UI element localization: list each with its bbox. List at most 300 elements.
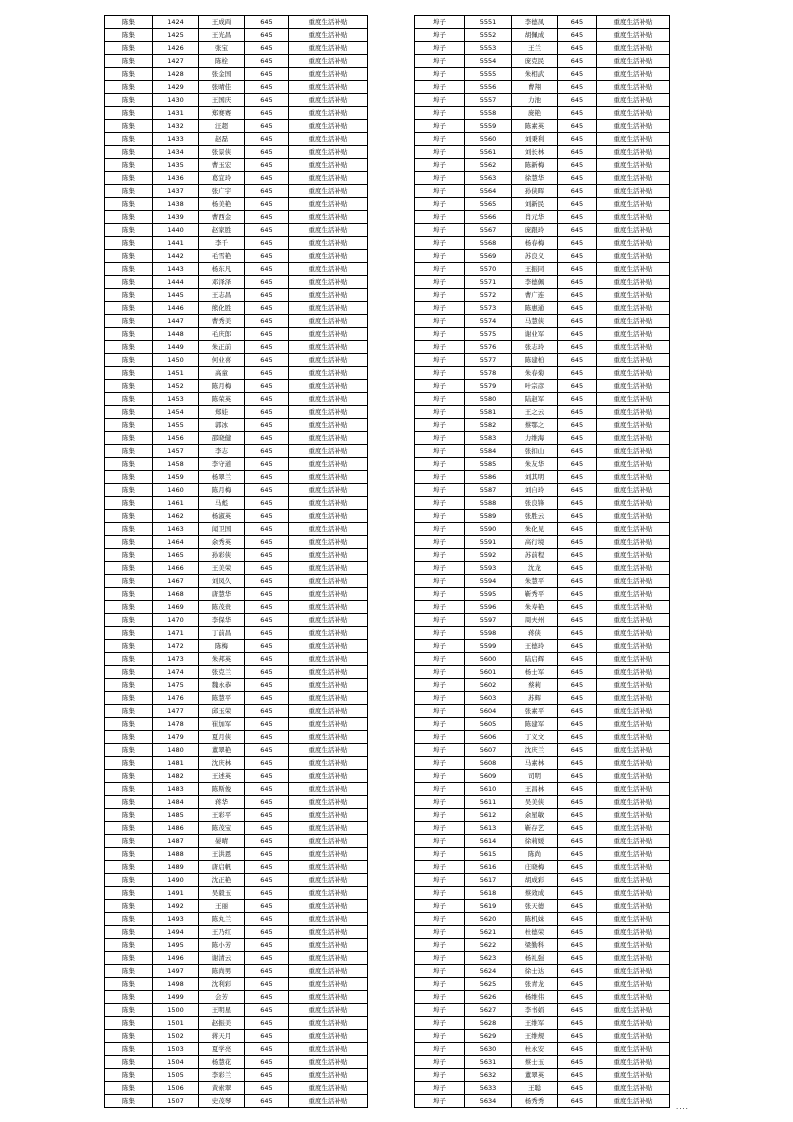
- village-cell: 埠子: [415, 198, 465, 211]
- table-row: [415, 68, 670, 81]
- village-cell: 埠子: [415, 302, 465, 315]
- table-row: [415, 29, 670, 42]
- village-cell: 埠子: [415, 536, 465, 549]
- serial-cell: 5614: [465, 835, 512, 848]
- table-row: [415, 133, 670, 146]
- table-row: [415, 1095, 670, 1108]
- name-cell: 朱正前: [199, 341, 245, 354]
- amount-cell: 645: [245, 224, 289, 237]
- category-cell: 重度生活补贴: [289, 81, 368, 94]
- serial-cell: 1479: [153, 731, 199, 744]
- serial-cell: 1445: [153, 289, 199, 302]
- category-cell: 重度生活补贴: [289, 900, 368, 913]
- name-cell: 陈惠通: [512, 302, 558, 315]
- village-cell: 陈集: [105, 1017, 153, 1030]
- table-row: [105, 965, 368, 978]
- amount-cell: 645: [558, 250, 597, 263]
- serial-cell: 1448: [153, 328, 199, 341]
- roster-body-right: [415, 16, 670, 1108]
- category-cell: 重度生活补贴: [597, 29, 670, 42]
- amount-cell: 645: [245, 380, 289, 393]
- table-row: [415, 991, 670, 1004]
- category-cell: 重度生活补贴: [597, 133, 670, 146]
- table-row: [105, 393, 368, 406]
- serial-cell: 1480: [153, 744, 199, 757]
- amount-cell: 645: [245, 107, 289, 120]
- serial-cell: 5618: [465, 887, 512, 900]
- category-cell: 重度生活补贴: [289, 510, 368, 523]
- amount-cell: 645: [558, 315, 597, 328]
- village-cell: 埠子: [415, 848, 465, 861]
- table-row: [415, 328, 670, 341]
- village-cell: 埠子: [415, 29, 465, 42]
- table-row: [105, 952, 368, 965]
- name-cell: 董翠艳: [199, 744, 245, 757]
- category-cell: 重度生活补贴: [289, 562, 368, 575]
- serial-cell: 5627: [465, 1004, 512, 1017]
- category-cell: 重度生活补贴: [289, 770, 368, 783]
- category-cell: 重度生活补贴: [597, 978, 670, 991]
- category-cell: 重度生活补贴: [597, 211, 670, 224]
- table-row: [105, 666, 368, 679]
- amount-cell: 645: [558, 328, 597, 341]
- serial-cell: 5604: [465, 705, 512, 718]
- name-cell: 朱慧平: [512, 575, 558, 588]
- table-row: [105, 1017, 368, 1030]
- name-cell: 吴毅玉: [199, 887, 245, 900]
- category-cell: 重度生活补贴: [597, 81, 670, 94]
- village-cell: 陈集: [105, 107, 153, 120]
- serial-cell: 5592: [465, 549, 512, 562]
- amount-cell: 645: [558, 718, 597, 731]
- amount-cell: 645: [245, 315, 289, 328]
- village-cell: 陈集: [105, 237, 153, 250]
- table-row: [415, 575, 670, 588]
- name-cell: 王彩平: [199, 809, 245, 822]
- table-row: [415, 1030, 670, 1043]
- table-row: [415, 1004, 670, 1017]
- amount-cell: 645: [558, 224, 597, 237]
- amount-cell: 645: [558, 263, 597, 276]
- category-cell: 重度生活补贴: [597, 367, 670, 380]
- amount-cell: 645: [245, 42, 289, 55]
- village-cell: 埠子: [415, 939, 465, 952]
- village-cell: 埠子: [415, 926, 465, 939]
- name-cell: 杨维伟: [512, 991, 558, 1004]
- serial-cell: 1474: [153, 666, 199, 679]
- serial-cell: 1490: [153, 874, 199, 887]
- name-cell: 马素林: [512, 757, 558, 770]
- table-row: [415, 1069, 670, 1082]
- category-cell: 重度生活补贴: [289, 1069, 368, 1082]
- category-cell: 重度生活补贴: [289, 224, 368, 237]
- table-row: [415, 757, 670, 770]
- name-cell: 沈正艳: [199, 874, 245, 887]
- serial-cell: 5616: [465, 861, 512, 874]
- name-cell: 朱相武: [512, 68, 558, 81]
- amount-cell: 645: [558, 68, 597, 81]
- serial-cell: 1504: [153, 1056, 199, 1069]
- amount-cell: 645: [245, 445, 289, 458]
- serial-cell: 5591: [465, 536, 512, 549]
- serial-cell: 5561: [465, 146, 512, 159]
- category-cell: 重度生活补贴: [597, 575, 670, 588]
- village-cell: 陈集: [105, 601, 153, 614]
- amount-cell: 645: [558, 549, 597, 562]
- category-cell: 重度生活补贴: [597, 94, 670, 107]
- category-cell: 重度生活补贴: [597, 1017, 670, 1030]
- village-cell: 陈集: [105, 796, 153, 809]
- serial-cell: 5562: [465, 159, 512, 172]
- category-cell: 重度生活补贴: [597, 302, 670, 315]
- name-cell: 沈龙: [512, 562, 558, 575]
- name-cell: 夏月侠: [199, 731, 245, 744]
- category-cell: 重度生活补贴: [597, 562, 670, 575]
- village-cell: 埠子: [415, 133, 465, 146]
- category-cell: 重度生活补贴: [289, 874, 368, 887]
- village-cell: 陈集: [105, 549, 153, 562]
- serial-cell: 1482: [153, 770, 199, 783]
- serial-cell: 5583: [465, 432, 512, 445]
- table-row: [415, 81, 670, 94]
- table-row: [105, 913, 368, 926]
- amount-cell: 645: [558, 380, 597, 393]
- category-cell: 重度生活补贴: [289, 16, 368, 29]
- serial-cell: 1428: [153, 68, 199, 81]
- village-cell: 埠子: [415, 965, 465, 978]
- category-cell: 重度生活补贴: [289, 263, 368, 276]
- village-cell: 埠子: [415, 601, 465, 614]
- name-cell: 郭冰: [199, 419, 245, 432]
- name-cell: 高童: [199, 367, 245, 380]
- serial-cell: 1466: [153, 562, 199, 575]
- serial-cell: 1494: [153, 926, 199, 939]
- serial-cell: 5602: [465, 679, 512, 692]
- table-row: [415, 900, 670, 913]
- category-cell: 重度生活补贴: [289, 354, 368, 367]
- village-cell: 陈集: [105, 263, 153, 276]
- category-cell: 重度生活补贴: [289, 926, 368, 939]
- name-cell: 邓泽泽: [199, 276, 245, 289]
- amount-cell: 645: [245, 1056, 289, 1069]
- serial-cell: 1451: [153, 367, 199, 380]
- serial-cell: 5593: [465, 562, 512, 575]
- name-cell: 王述英: [199, 770, 245, 783]
- table-row: [105, 887, 368, 900]
- serial-cell: 5584: [465, 445, 512, 458]
- table-row: [105, 731, 368, 744]
- category-cell: 重度生活补贴: [289, 55, 368, 68]
- amount-cell: 645: [245, 757, 289, 770]
- table-row: [415, 809, 670, 822]
- serial-cell: 1496: [153, 952, 199, 965]
- amount-cell: 645: [245, 16, 289, 29]
- category-cell: 重度生活补贴: [597, 354, 670, 367]
- category-cell: 重度生活补贴: [597, 445, 670, 458]
- table-row: [105, 627, 368, 640]
- amount-cell: 645: [245, 289, 289, 302]
- village-cell: 埠子: [415, 263, 465, 276]
- table-row: [415, 601, 670, 614]
- category-cell: 重度生活补贴: [289, 1043, 368, 1056]
- name-cell: 蒋华: [199, 796, 245, 809]
- table-row: [415, 250, 670, 263]
- table-row: [105, 1056, 368, 1069]
- amount-cell: 645: [245, 484, 289, 497]
- amount-cell: 645: [558, 432, 597, 445]
- category-cell: 重度生活补贴: [289, 653, 368, 666]
- name-cell: 张扣山: [512, 445, 558, 458]
- serial-cell: 1455: [153, 419, 199, 432]
- village-cell: 埠子: [415, 913, 465, 926]
- table-row: [415, 42, 670, 55]
- category-cell: 重度生活补贴: [597, 536, 670, 549]
- table-row: [415, 796, 670, 809]
- serial-cell: 5564: [465, 185, 512, 198]
- village-cell: 陈集: [105, 978, 153, 991]
- village-cell: 陈集: [105, 510, 153, 523]
- serial-cell: 1506: [153, 1082, 199, 1095]
- table-row: [105, 354, 368, 367]
- serial-cell: 1432: [153, 120, 199, 133]
- village-cell: 陈集: [105, 614, 153, 627]
- serial-cell: 5588: [465, 497, 512, 510]
- amount-cell: 645: [558, 848, 597, 861]
- serial-cell: 5559: [465, 120, 512, 133]
- table-row: [415, 302, 670, 315]
- village-cell: 陈集: [105, 874, 153, 887]
- category-cell: 重度生活补贴: [289, 575, 368, 588]
- amount-cell: 645: [558, 94, 597, 107]
- village-cell: 陈集: [105, 159, 153, 172]
- amount-cell: 645: [245, 835, 289, 848]
- category-cell: 重度生活补贴: [597, 887, 670, 900]
- category-cell: 重度生活补贴: [597, 471, 670, 484]
- name-cell: 孙彩侠: [199, 549, 245, 562]
- name-cell: 陈小芳: [199, 939, 245, 952]
- category-cell: 重度生活补贴: [597, 458, 670, 471]
- amount-cell: 645: [245, 666, 289, 679]
- name-cell: 杨淑英: [199, 510, 245, 523]
- village-cell: 陈集: [105, 952, 153, 965]
- amount-cell: 645: [558, 211, 597, 224]
- village-cell: 埠子: [415, 523, 465, 536]
- serial-cell: 5571: [465, 276, 512, 289]
- table-row: [415, 172, 670, 185]
- serial-cell: 1425: [153, 29, 199, 42]
- amount-cell: 645: [245, 172, 289, 185]
- village-cell: 陈集: [105, 627, 153, 640]
- village-cell: 埠子: [415, 458, 465, 471]
- serial-cell: 1499: [153, 991, 199, 1004]
- name-cell: 徐士达: [512, 965, 558, 978]
- name-cell: 靳存艺: [512, 822, 558, 835]
- category-cell: 重度生活补贴: [289, 484, 368, 497]
- name-cell: 徐莉媛: [512, 835, 558, 848]
- amount-cell: 645: [245, 393, 289, 406]
- village-cell: 陈集: [105, 523, 153, 536]
- village-cell: 陈集: [105, 315, 153, 328]
- table-row: [415, 770, 670, 783]
- serial-cell: 1481: [153, 757, 199, 770]
- name-cell: 张克兰: [199, 666, 245, 679]
- serial-cell: 1449: [153, 341, 199, 354]
- name-cell: 刘秉利: [512, 133, 558, 146]
- name-cell: 曹秀美: [199, 315, 245, 328]
- category-cell: 重度生活补贴: [289, 796, 368, 809]
- category-cell: 重度生活补贴: [289, 250, 368, 263]
- category-cell: 重度生活补贴: [289, 315, 368, 328]
- table-row: [105, 146, 368, 159]
- village-cell: 陈集: [105, 42, 153, 55]
- amount-cell: 645: [558, 1082, 597, 1095]
- village-cell: 陈集: [105, 94, 153, 107]
- amount-cell: 645: [558, 822, 597, 835]
- table-row: [415, 211, 670, 224]
- category-cell: 重度生活补贴: [597, 406, 670, 419]
- village-cell: 陈集: [105, 744, 153, 757]
- table-row: [415, 822, 670, 835]
- village-cell: 埠子: [415, 562, 465, 575]
- table-row: [105, 588, 368, 601]
- table-row: [105, 848, 368, 861]
- table-row: [415, 159, 670, 172]
- village-cell: 陈集: [105, 328, 153, 341]
- serial-cell: 1503: [153, 1043, 199, 1056]
- name-cell: 朱邦英: [199, 653, 245, 666]
- serial-cell: 1486: [153, 822, 199, 835]
- village-cell: 埠子: [415, 289, 465, 302]
- name-cell: 周夫州: [512, 614, 558, 627]
- name-cell: 苏前程: [512, 549, 558, 562]
- village-cell: 陈集: [105, 822, 153, 835]
- serial-cell: 1434: [153, 146, 199, 159]
- serial-cell: 1450: [153, 354, 199, 367]
- serial-cell: 5611: [465, 796, 512, 809]
- amount-cell: 645: [245, 302, 289, 315]
- category-cell: 重度生活补贴: [289, 198, 368, 211]
- name-cell: 王维军: [512, 1017, 558, 1030]
- amount-cell: 645: [558, 1095, 597, 1108]
- table-row: [415, 471, 670, 484]
- table-row: [105, 484, 368, 497]
- table-row: [105, 42, 368, 55]
- name-cell: 陈茂贵: [199, 601, 245, 614]
- amount-cell: 645: [245, 250, 289, 263]
- serial-cell: 5596: [465, 601, 512, 614]
- village-cell: 陈集: [105, 1056, 153, 1069]
- table-row: [415, 120, 670, 133]
- serial-cell: 1470: [153, 614, 199, 627]
- name-cell: 唐启帆: [199, 861, 245, 874]
- amount-cell: 645: [558, 185, 597, 198]
- name-cell: 张金国: [199, 68, 245, 81]
- table-row: [105, 471, 368, 484]
- village-cell: 陈集: [105, 991, 153, 1004]
- category-cell: 重度生活补贴: [597, 1056, 670, 1069]
- village-cell: 陈集: [105, 536, 153, 549]
- village-cell: 埠子: [415, 237, 465, 250]
- table-row: [415, 666, 670, 679]
- category-cell: 重度生活补贴: [597, 172, 670, 185]
- village-cell: 埠子: [415, 1004, 465, 1017]
- serial-cell: 5613: [465, 822, 512, 835]
- amount-cell: 645: [558, 939, 597, 952]
- serial-cell: 5609: [465, 770, 512, 783]
- name-cell: 梁勤科: [512, 939, 558, 952]
- serial-cell: 5573: [465, 302, 512, 315]
- serial-cell: 1430: [153, 94, 199, 107]
- category-cell: 重度生活补贴: [597, 1030, 670, 1043]
- village-cell: 埠子: [415, 692, 465, 705]
- table-row: [105, 276, 368, 289]
- name-cell: 王丽: [199, 900, 245, 913]
- village-cell: 陈集: [105, 887, 153, 900]
- serial-cell: 1446: [153, 302, 199, 315]
- amount-cell: 645: [558, 614, 597, 627]
- village-cell: 陈集: [105, 1004, 153, 1017]
- village-cell: 埠子: [415, 172, 465, 185]
- serial-cell: 1495: [153, 939, 199, 952]
- name-cell: 张宝: [199, 42, 245, 55]
- amount-cell: 645: [558, 497, 597, 510]
- category-cell: 重度生活补贴: [597, 939, 670, 952]
- category-cell: 重度生活补贴: [597, 237, 670, 250]
- village-cell: 埠子: [415, 81, 465, 94]
- table-row: [415, 419, 670, 432]
- amount-cell: 645: [558, 835, 597, 848]
- amount-cell: 645: [245, 198, 289, 211]
- village-cell: 陈集: [105, 770, 153, 783]
- village-cell: 埠子: [415, 484, 465, 497]
- amount-cell: 645: [245, 341, 289, 354]
- table-row: [105, 900, 368, 913]
- category-cell: 重度生活补贴: [289, 1004, 368, 1017]
- amount-cell: 645: [558, 42, 597, 55]
- village-cell: 埠子: [415, 120, 465, 133]
- serial-cell: 1457: [153, 445, 199, 458]
- serial-cell: 5581: [465, 406, 512, 419]
- category-cell: 重度生活补贴: [289, 1056, 368, 1069]
- table-row: [415, 224, 670, 237]
- name-cell: 马彪: [199, 497, 245, 510]
- serial-cell: 5574: [465, 315, 512, 328]
- category-cell: 重度生活补贴: [289, 458, 368, 471]
- table-row: [105, 419, 368, 432]
- table-row: [415, 393, 670, 406]
- village-cell: 埠子: [415, 159, 465, 172]
- table-row: [105, 380, 368, 393]
- table-row: [105, 107, 368, 120]
- amount-cell: 645: [558, 601, 597, 614]
- amount-cell: 645: [245, 55, 289, 68]
- table-row: [415, 55, 670, 68]
- name-cell: 沈庆林: [199, 757, 245, 770]
- amount-cell: 645: [558, 627, 597, 640]
- serial-cell: 5579: [465, 380, 512, 393]
- serial-cell: 5551: [465, 16, 512, 29]
- amount-cell: 645: [245, 692, 289, 705]
- name-cell: 李德佩: [512, 276, 558, 289]
- village-cell: 陈集: [105, 29, 153, 42]
- table-row: [105, 237, 368, 250]
- category-cell: 重度生活补贴: [289, 835, 368, 848]
- table-row: [105, 1095, 368, 1108]
- village-cell: 埠子: [415, 796, 465, 809]
- table-row: [415, 458, 670, 471]
- table-row: [415, 445, 670, 458]
- village-cell: 埠子: [415, 315, 465, 328]
